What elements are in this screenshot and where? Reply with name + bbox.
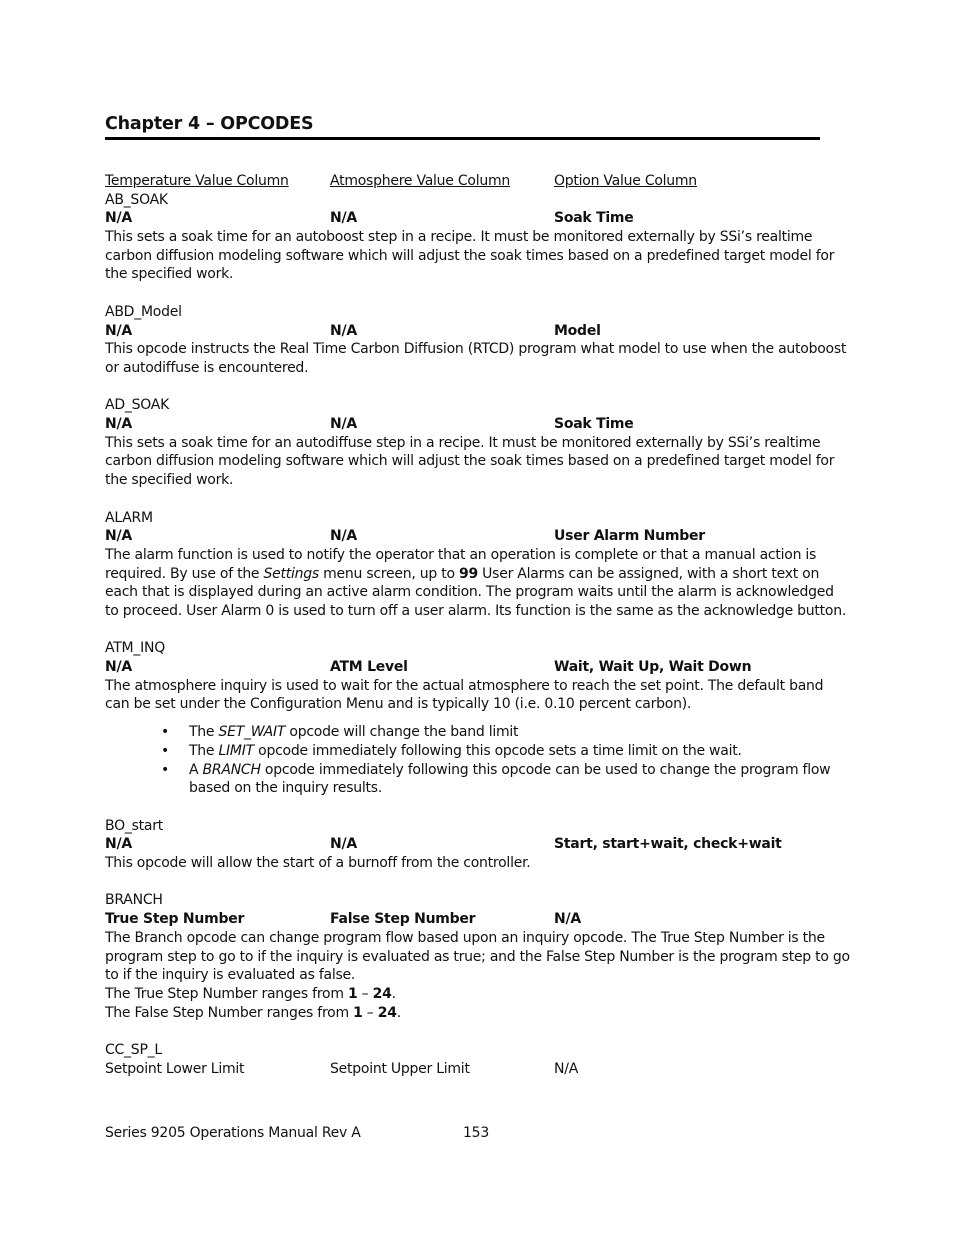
atmosphere-value: N/A bbox=[330, 322, 357, 339]
opcode-description-ad-soak: This sets a soak time for an autodiffuse step in a recipe. It must be monitored externally by SSi’s realtime carbon diffusion modeling software which will adjust the soak times based on a predefined target model for the specified work. bbox=[105, 434, 835, 489]
opcode-description-abd-model: This opcode instructs the Real Time Carbon Diffusion (RTCD) program what model to use when the autoboost or autodiffuse is encountered. bbox=[105, 341, 847, 376]
column-header-option: Option Value Column bbox=[554, 173, 697, 189]
opcode-values-abd-model bbox=[105, 322, 850, 341]
atmosphere-value: False Step Number bbox=[330, 911, 476, 928]
opcode-values-alarm bbox=[105, 527, 850, 546]
atmosphere-value: N/A bbox=[330, 836, 357, 853]
temperature-value: N/A bbox=[105, 210, 132, 227]
opcode-name-ad-soak: AD_SOAK bbox=[105, 397, 170, 414]
opcode-values-bo-start bbox=[105, 835, 850, 854]
page-number: 153 bbox=[463, 1125, 489, 1141]
atmosphere-value: N/A bbox=[330, 528, 357, 545]
settings-menu-reference: Settings bbox=[263, 565, 319, 582]
temperature-value: N/A bbox=[105, 416, 132, 433]
option-value: N/A bbox=[554, 1060, 579, 1077]
opcode-name-ab-soak: AB_SOAK bbox=[105, 191, 168, 208]
temperature-value: N/A bbox=[105, 528, 132, 545]
column-header-atmosphere: Atmosphere Value Column bbox=[330, 173, 510, 189]
temperature-value: True Step Number bbox=[105, 911, 245, 928]
chapter-title: Chapter 4 – OPCODES bbox=[105, 114, 314, 134]
opcode-description-bo-start: This opcode will allow the start of a burnoff from the controller. bbox=[105, 855, 531, 872]
opcode-values-atm-inq bbox=[105, 658, 850, 677]
opcode-description-branch: The Branch opcode can change program flow based upon an inquiry opcode. The True Step Number is the program step to go to if the inquiry is evaluated as true; and the False Step Number is the program step to go to if the inquiry is evaluated as false. bbox=[105, 929, 850, 984]
list-item: • The SET_WAIT opcode will change the band limit bbox=[105, 723, 850, 742]
temperature-value: Setpoint Lower Limit bbox=[105, 1060, 245, 1077]
list-item: • The LIMIT opcode immediately following this opcode sets a time limit on the wait. bbox=[105, 742, 850, 761]
atmosphere-value: Setpoint Upper Limit bbox=[330, 1060, 470, 1077]
opcode-description-ab-soak: This sets a soak time for an autoboost step in a recipe. It must be monitored externally by SSi’s realtime carbon diffusion modeling software which will adjust the soak times based on a predefined target model for the specified work. bbox=[105, 229, 835, 283]
option-value: Soak Time bbox=[554, 416, 634, 433]
opcode-name-abd-model: ABD_Model bbox=[105, 303, 182, 320]
false-step-range: The False Step Number ranges from 1 – 24. bbox=[105, 1004, 401, 1021]
true-step-range: The True Step Number ranges from 1 – 24. bbox=[105, 985, 396, 1002]
opcode-values-ab-soak bbox=[105, 209, 850, 228]
user-alarm-count: 99 bbox=[458, 565, 478, 582]
option-value: User Alarm Number bbox=[554, 528, 705, 545]
opcode-values-ad-soak bbox=[105, 415, 850, 434]
opcode-name-cc-sp-l: CC_SP_L bbox=[105, 1042, 162, 1058]
option-value: N/A bbox=[554, 911, 581, 928]
opcode-name-alarm: ALARM bbox=[105, 509, 153, 526]
opcode-name-branch: BRANCH bbox=[105, 892, 163, 909]
column-header-row bbox=[105, 172, 850, 191]
opcode-description-alarm: The alarm function is used to notify the operator that an operation is complete or that a manual action is required. By use of the Settings menu screen, up to 99 User Alarms can be assigned, with a short text on each that is displayed during an active alarm condition. The program waits until the alarm is acknowledged to proceed. User Alarm 0 is used to turn off a user alarm. Its function is the same as the acknowledge button. bbox=[105, 546, 847, 619]
temperature-value: N/A bbox=[105, 836, 132, 853]
atmosphere-value: ATM Level bbox=[330, 659, 408, 676]
option-value: Start, start+wait, check+wait bbox=[554, 836, 782, 853]
opcode-values-branch bbox=[105, 910, 850, 929]
temperature-value: N/A bbox=[105, 659, 132, 676]
bullet-list bbox=[105, 723, 850, 798]
atmosphere-value: N/A bbox=[330, 416, 357, 433]
opcode-name-atm-inq: ATM_INQ bbox=[105, 640, 165, 657]
option-value: Soak Time bbox=[554, 210, 634, 227]
manual-title: Series 9205 Operations Manual Rev A bbox=[105, 1125, 361, 1141]
option-value: Model bbox=[554, 322, 601, 339]
option-value: Wait, Wait Up, Wait Down bbox=[554, 659, 752, 676]
column-header-temperature: Temperature Value Column bbox=[105, 173, 289, 189]
list-item: • A BRANCH opcode immediately following this opcode can be used to change the program flow based on the inquiry results. bbox=[105, 761, 850, 798]
temperature-value: N/A bbox=[105, 322, 132, 339]
opcode-values-cc-sp-l bbox=[105, 1060, 850, 1079]
atmosphere-value: N/A bbox=[330, 210, 357, 227]
opcode-description-atm-inq: The atmosphere inquiry is used to wait for the actual atmosphere to reach the set point. The default band can be set under the Configuration Menu and is typically 10 (i.e. 0.10 percent carbon). bbox=[105, 677, 824, 713]
chapter-divider bbox=[105, 137, 820, 140]
opcode-list bbox=[105, 172, 850, 1078]
opcode-name-bo-start: BO_start bbox=[105, 817, 163, 834]
